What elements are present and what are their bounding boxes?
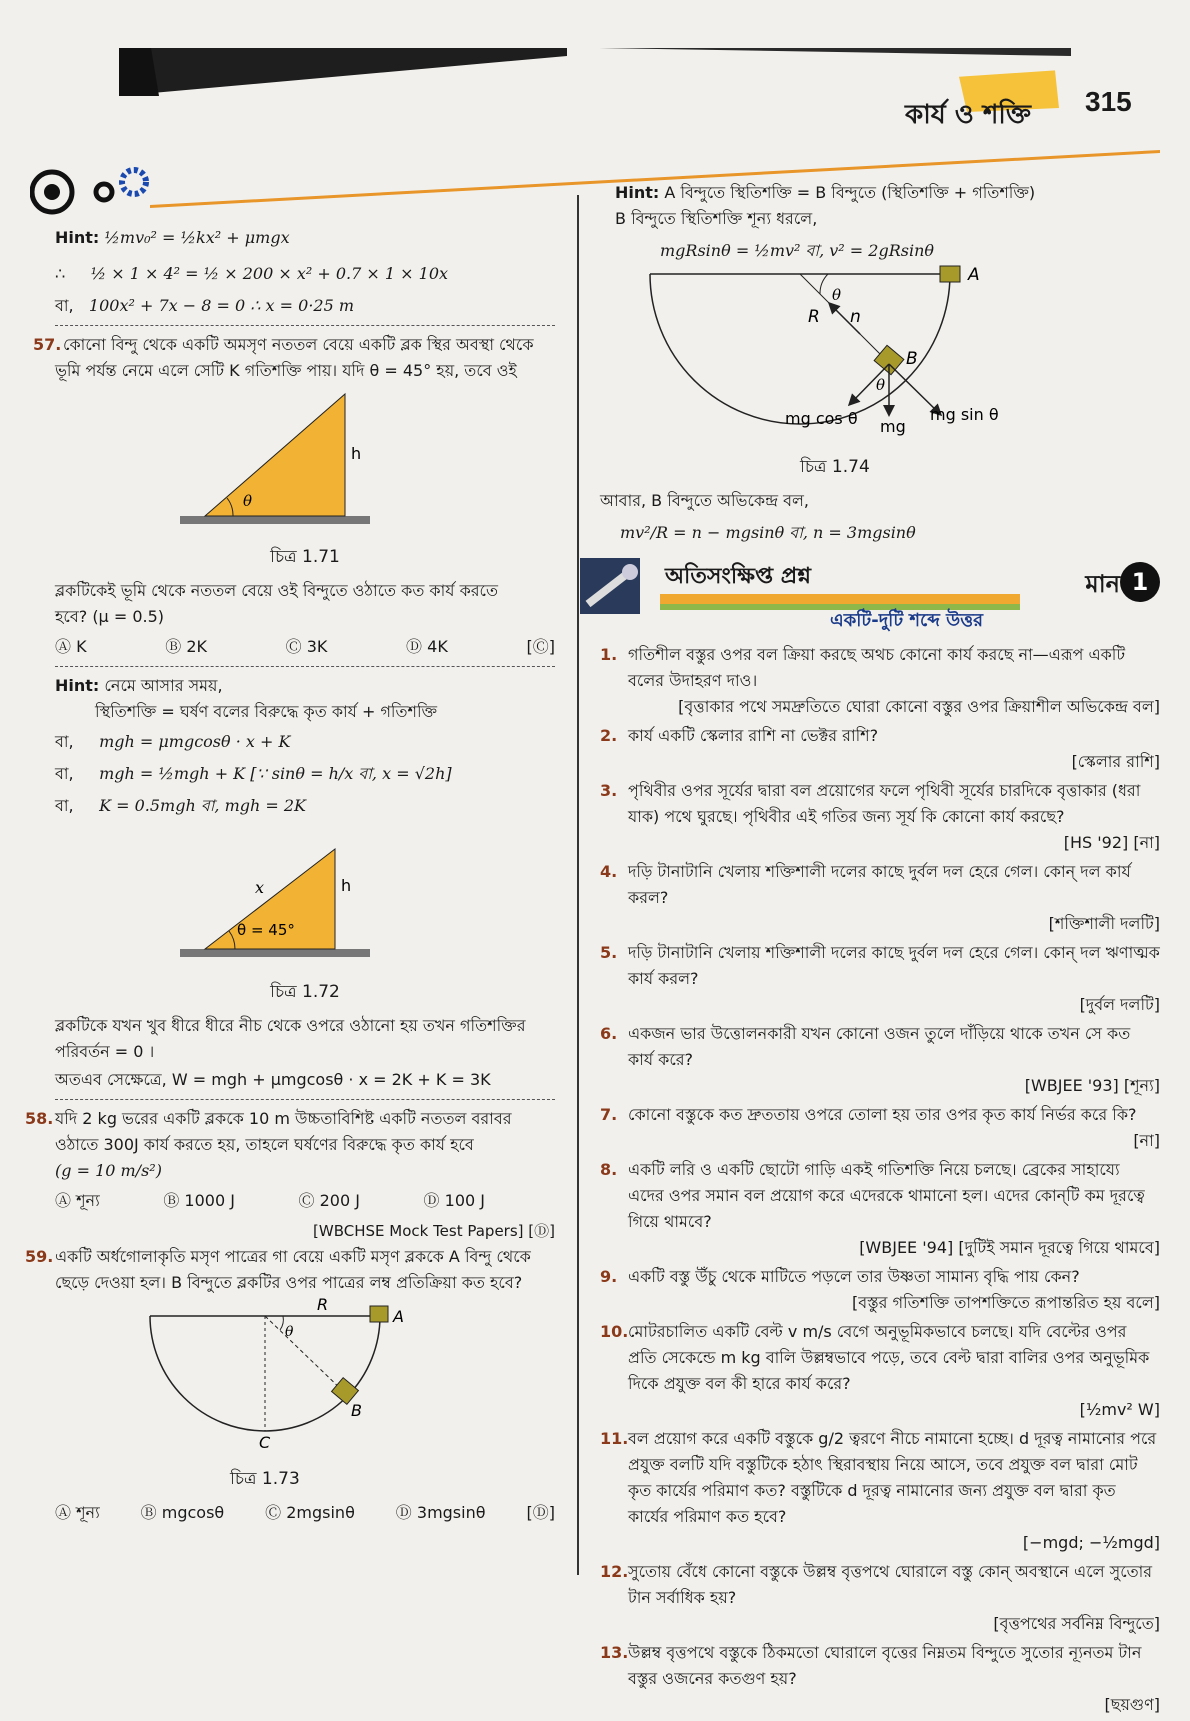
equation: ½mv₀² = ½kx² + μmgx	[104, 228, 290, 247]
figure-caption: চিত্র 1.73	[230, 1469, 300, 1489]
height-label: h	[341, 876, 352, 895]
hint-label: Hint:	[55, 228, 100, 247]
hint-label: Hint:	[615, 183, 660, 202]
list-item	[600, 1559, 1160, 1637]
figure-caption: চিত্র 1.71	[270, 547, 340, 567]
question-text: একটি বস্তু উঁচু থেকে মাটিতে পড়লে তার উষ্ণতা সামান্য বৃদ্ধি পায় কেন?	[628, 1267, 1080, 1286]
figure-1-73-hemisphere	[55, 1296, 555, 1456]
options-row	[55, 634, 555, 660]
question-text: সুতোয় বেঁধে কোনো বস্তুকে উল্লম্ব বৃত্তপথে ঘোরালে বস্তু কোন্ অবস্থানে এলে সুতোর টান সর্বাধিক হয়?	[628, 1562, 1153, 1607]
answer: [HS '92] [না]	[1063, 833, 1160, 852]
answer: [না]	[1133, 1131, 1160, 1150]
theta-label: θ	[243, 492, 253, 510]
right-column	[600, 180, 1160, 1721]
option-d: Ⓓ 4K	[406, 637, 448, 656]
question-number: 58.	[25, 1109, 54, 1128]
question-number: 57.	[33, 335, 62, 354]
hint-text: অতএব সেক্ষেত্রে, W = mgh + μmgcosθ · x = 2K + K = 3K	[55, 1070, 491, 1089]
question-number: 3.	[600, 781, 618, 800]
list-item	[600, 1102, 1160, 1154]
prefix: বা,	[55, 732, 74, 751]
answer: [বৃত্তপথের সর্বনিম্ন বিন্দুতে]	[993, 1614, 1160, 1633]
hint-text: নেমে আসার সময়,	[104, 676, 223, 695]
hint-text: A বিন্দুতে স্থিতিশক্তি = B বিন্দুতে (স্থিতিশক্তি + গতিশক্তি)	[664, 183, 1036, 202]
list-item	[600, 1640, 1160, 1718]
answer: [বৃত্তাকার পথে সমদ্রুতিতে ঘোরা কোনো বস্তুর ওপর ক্রিয়াশীল অভিকেন্দ্র বল]	[678, 697, 1160, 716]
question-number: 9.	[600, 1267, 618, 1286]
column-divider	[577, 195, 579, 1575]
options-row	[55, 1500, 555, 1526]
answer: [Ⓓ]	[526, 1503, 555, 1522]
answer: [স্কেলার রাশি]	[1071, 752, 1160, 771]
answer: [WBJEE '93] [শূন্য]	[1024, 1076, 1160, 1095]
question-number: 5.	[600, 943, 618, 962]
height-label: h	[351, 444, 362, 463]
option-b: Ⓑ 2K	[165, 637, 207, 656]
question-text: (g = 10 m/s²)	[55, 1161, 162, 1180]
question-number: 13.	[600, 1643, 629, 1662]
list-item	[600, 1157, 1160, 1261]
list-item	[600, 1264, 1160, 1316]
answer: [WBJEE '94] [দুটিই সমান দূরত্বে গিয়ে থামবে]	[859, 1238, 1160, 1257]
list-item	[600, 642, 1160, 720]
question-text: গতিশীল বস্তুর ওপর বল ক্রিয়া করছে অথচ কোনো কার্য করছে না—এরূপ একটি বলের উদাহরণ দাও।	[628, 645, 1126, 690]
hint-text: B বিন্দুতে স্থিতিশক্তি শূন্য ধরলে,	[615, 209, 818, 228]
question-text: একজন ভার উত্তোলনকারী যখন কোনো ওজন তুলে দাঁড়িয়ে থাকে তখন সে কত কার্য করে?	[628, 1024, 1131, 1069]
question-text: দড়ি টানাটানি খেলায় শক্তিশালী দলের কাছে দুর্বল দল হেরে গেল। কোন্ দল কার্য করল?	[628, 862, 1131, 907]
options-row	[55, 1188, 485, 1214]
question-text: উল্লম্ব বৃত্তপথে বস্তুকে ঠিকমতো ঘোরালে বৃত্তের নিম্নতম বিন্দুতে সুতোর ন্যূনতম টান বস্তুর ওজনের কতগুণ হয়?	[628, 1643, 1142, 1688]
prefix: বা,	[55, 296, 74, 315]
list-item	[600, 723, 1160, 775]
chapter-title: কার্য ও শক্তি	[905, 100, 1032, 130]
question-text: ব্লকটিকেই ভূমি থেকে নততল বেয়ে ওই বিন্দুতে ওঠাতে কত কার্য করতে	[55, 581, 498, 600]
answer: [Ⓒ]	[526, 637, 555, 656]
question-number: 7.	[600, 1105, 618, 1124]
question-number: 6.	[600, 1024, 618, 1043]
equation: mgRsinθ = ½mv² বা, v² = 2gRsinθ	[660, 241, 935, 260]
point-b-label: B	[906, 349, 918, 369]
hint-text: আবার, B বিন্দুতে অভিকেন্দ্র বল,	[600, 491, 810, 510]
figure-caption: চিত্র 1.74	[800, 457, 870, 477]
question-text: হবে? (μ = 0.5)	[55, 607, 165, 626]
force-label: mg	[880, 417, 906, 436]
question-text: একটি লরি ও একটি ছোটো গাড়ি একই গতিশক্তি নিয়ে চলছে। ব্রেকের সাহায্যে এদের ওপর সমান বল প্রয়োগ করে এদেরকে থামানো হল। এদের কোন্‌টি কম দূরত্বে গিয়ে থামবে?	[628, 1160, 1145, 1231]
option-b: Ⓑ mgcosθ	[140, 1503, 225, 1522]
equation: mv²/R = n − mgsinθ বা, n = 3mgsinθ	[620, 523, 916, 542]
option-d: Ⓓ 3mgsinθ	[395, 1503, 486, 1522]
option-c: Ⓒ 3K	[285, 637, 328, 656]
question-text: ছেড়ে দেওয়া হল। B বিন্দুতে ব্লকটির ওপর পাত্রের লম্ব প্রতিক্রিয়া কত হবে?	[55, 1273, 523, 1292]
radius-label: R	[808, 307, 820, 327]
mark-value: 1	[1120, 562, 1160, 602]
prefix: বা,	[55, 764, 74, 783]
hypotenuse-label: x	[255, 878, 265, 897]
question-text: যদি 2 kg ভরের একটি ব্লককে 10 m উচ্চতাবিশিষ্ট একটি নততল বরাবর	[55, 1109, 512, 1128]
answer: [দুর্বল দলটি]	[1079, 995, 1160, 1014]
option-a: Ⓐ শূন্য	[55, 1503, 100, 1522]
left-column	[25, 225, 555, 1530]
answer: [শক্তিশালী দলটি]	[1048, 914, 1160, 933]
force-label: mg sin θ	[930, 405, 999, 424]
list-item	[600, 940, 1160, 1018]
question-text: ওঠাতে 300J কার্য করতে হয়, তাহলে ঘর্ষণের বিরুদ্ধে কৃত কার্য হবে	[55, 1135, 474, 1154]
section-subtitle: একটি-দুটি শব্দে উত্তর	[830, 610, 983, 631]
normal-label: n	[850, 307, 861, 327]
hint-label: Hint:	[55, 676, 100, 695]
option-b: Ⓑ 1000 J	[163, 1191, 235, 1210]
force-label: mg cos θ	[785, 409, 858, 428]
option-c: Ⓒ 2mgsinθ	[265, 1503, 355, 1522]
point-a-label: A	[968, 265, 980, 285]
theta-label: θ = 45°	[237, 921, 295, 939]
equation: mgh = ½mgh + K [∵ sinθ = h/x বা, x = √2h]	[99, 764, 452, 783]
answer: [ছয়গুণ]	[1104, 1695, 1160, 1714]
list-item	[600, 1426, 1160, 1556]
point-a-label: A	[393, 1307, 404, 1326]
question-text: দড়ি টানাটানি খেলায় শক্তিশালী দলের কাছে দুর্বল দল হেরে গেল। কোন্ দল ঋণাত্মক কার্য করল?	[628, 943, 1160, 988]
question-number: 12.	[600, 1562, 629, 1581]
question-number: 1.	[600, 645, 618, 664]
hint-text: পরিবর্তন = 0 ।	[55, 1042, 155, 1061]
point-c-label: C	[259, 1433, 271, 1452]
list-item	[600, 1319, 1160, 1423]
option-c: Ⓒ 200 J	[298, 1191, 360, 1210]
section-header	[600, 556, 1160, 636]
theta-label: θ	[876, 376, 886, 394]
point-b-label: B	[351, 1401, 362, 1420]
figure-caption: চিত্র 1.72	[270, 982, 340, 1002]
list-item	[600, 859, 1160, 937]
option-a: Ⓐ K	[55, 637, 87, 656]
equation: 100x² + 7x − 8 = 0 ∴ x = 0·25 m	[88, 296, 355, 315]
question-text: ভূমি পর্যন্ত নেমে এলে সেটি K গতিশক্তি পায়। যদি θ = 45° হয়, তবে ওই	[55, 361, 517, 380]
figure-1-74-hemisphere-forces	[600, 264, 1160, 444]
question-text: কোনো বস্তুকে কত দ্রুততায় ওপরে তোলা হয় তার ওপর কৃত কার্য নির্ভর করে কি?	[628, 1105, 1137, 1124]
list-item	[600, 778, 1160, 856]
page-number: 315	[1085, 86, 1132, 117]
question-list	[600, 642, 1160, 1718]
question-number: 4.	[600, 862, 618, 881]
answer: [WBCHSE Mock Test Papers] [Ⓓ]	[313, 1222, 555, 1240]
answer: [বস্তুর গতিশক্তি তাপশক্তিতে রূপান্তরিত হয় বলে]	[852, 1293, 1160, 1312]
list-item	[600, 1021, 1160, 1099]
mark-label: মান	[1085, 570, 1120, 598]
equation: K = 0.5mgh বা, mgh = 2K	[99, 796, 307, 815]
prefix: বা,	[55, 796, 74, 815]
prefix: ∴	[55, 264, 66, 283]
theta-label: θ	[832, 286, 842, 304]
theta-label: θ	[285, 1324, 294, 1340]
question-text: কোনো বিন্দু থেকে একটি অমসৃণ নততল বেয়ে একটি ব্লক স্থির অবস্থা থেকে	[63, 335, 534, 354]
option-a: Ⓐ শূন্য	[55, 1191, 100, 1210]
question-number: 59.	[25, 1247, 54, 1266]
question-text: একটি অর্ধগোলাকৃতি মসৃণ পাত্রের গা বেয়ে একটি মসৃণ ব্লককে A বিন্দু থেকে	[55, 1247, 531, 1266]
figure-1-72-incline	[55, 819, 555, 969]
question-text: বল প্রয়োগ করে একটি বস্তুকে g/2 ত্বরণে নীচে নামানো হচ্ছে। d দূরত্ব নামানোর পরে প্রযুক্ত বলটি যদি বস্তুটিকে হঠাৎ স্থিরাবস্থায় নিয়ে আসে, তবে প্রযুক্ত বল দ্বারা মোট কৃত কার্যের পরিমাণ কত? বস্তুটিকে d দূরত্ব নামানোর জন্য প্রযুক্ত বল দ্বারা কৃত কার্যের পরিমাণ কত হবে?	[628, 1429, 1157, 1526]
question-number: 8.	[600, 1160, 618, 1179]
answer: [−mgd; −½mgd]	[1022, 1533, 1160, 1552]
question-number: 10.	[600, 1322, 629, 1341]
question-text: পৃথিবীর ওপর সূর্যের দ্বারা বল প্রয়োগের ফলে পৃথিবী সূর্যের চারদিকে বৃত্তাকার (ধরা যাক) পথে ঘুরছে। পৃথিবীর এই গতির জন্য সূর্য কি কোনো কার্য করছে?	[628, 781, 1141, 826]
question-number: 2.	[600, 726, 618, 745]
radius-label: R	[317, 1296, 329, 1314]
hint-text: স্থিতিশক্তি = ঘর্ষণ বলের বিরুদ্ধে কৃত কার্য + গতিশক্তি	[95, 702, 438, 721]
question-text: কার্য একটি স্কেলার রাশি না ভেক্টর রাশি?	[628, 726, 879, 745]
question-number: 11.	[600, 1429, 629, 1448]
hint-text: ব্লকটিকে যখন খুব ধীরে ধীরে নীচ থেকে ওপরে ওঠানো হয় তখন গতিশক্তির	[55, 1016, 526, 1035]
section-title: অতিসংক্ষিপ্ত প্রশ্ন	[665, 564, 811, 589]
question-text: মোটরচালিত একটি বেল্ট v m/s বেগে অনুভূমিকভাবে চলছে। যদি বেল্টের ওপর প্রতি সেকেন্ডে m kg বালি উল্লম্বভাবে পড়ে, তবে বেল্ট দ্বারা বালির ওপর অনুভূমিক দিকে প্রযুক্ত বল কী হারে কার্য করে?	[628, 1322, 1150, 1393]
answer: [½mv² W]	[1079, 1400, 1160, 1419]
option-d: Ⓓ 100 J	[423, 1191, 485, 1210]
equation: mgh = μmgcosθ · x + K	[99, 732, 291, 751]
equation: ½ × 1 × 4² = ½ × 200 × x² + 0.7 × 1 × 10x	[90, 264, 449, 283]
figure-1-71-incline	[55, 384, 555, 534]
